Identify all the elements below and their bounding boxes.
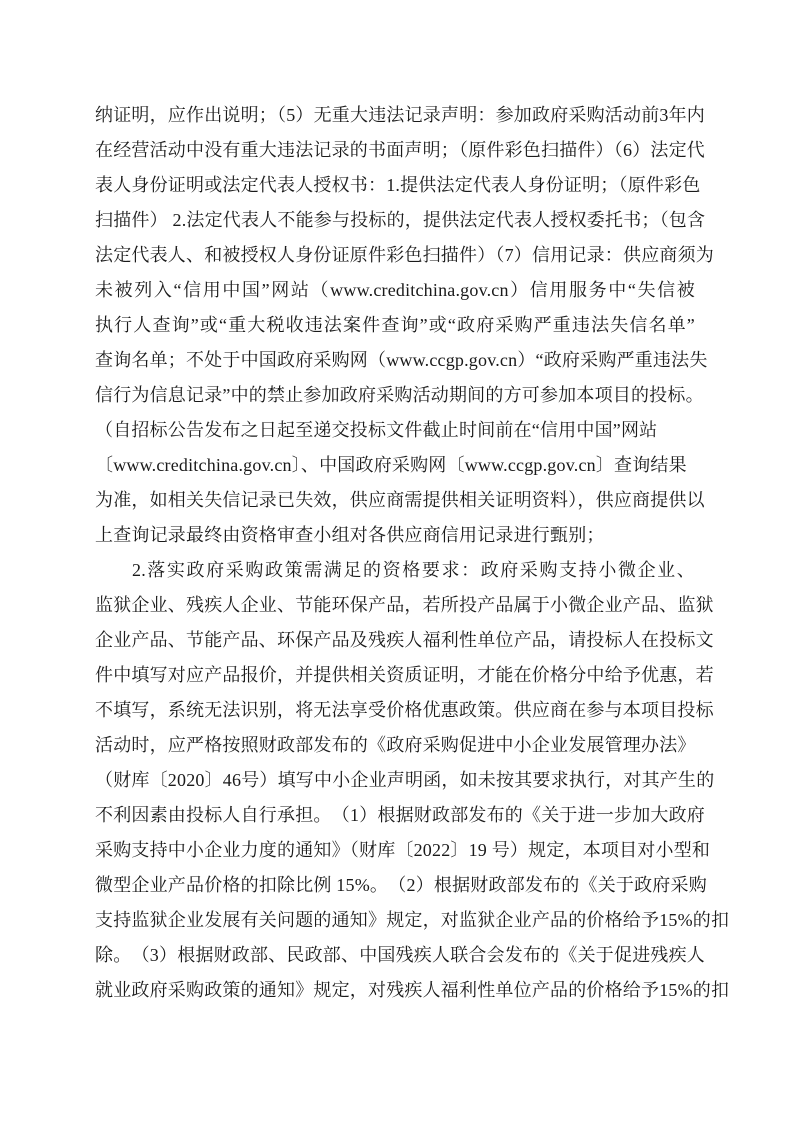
text-line: 〔www.creditchina.gov.cn〕、中国政府采购网〔www.ccgp.gov.cn〕查询结果 — [95, 455, 687, 475]
text-line: 采购支持中小企业力度的通知》（财库〔2022〕19 号）规定，本项目对小型和 — [95, 840, 711, 860]
document-text-block — [95, 98, 730, 1008]
text-line: 在经营活动中没有重大违法记录的书面声明；（原件彩色扫描件）（6）法定代 — [95, 140, 705, 160]
text-line: （财库〔2020〕46号）填写中小企业声明函，如未按其要求执行，对其产生的 — [95, 770, 715, 790]
text-line: 2.落实政府采购政策需满足的资格要求：政府采购支持小微企业、 — [132, 560, 695, 580]
text-line: 监狱企业、残疾人企业、节能环保产品，若所投产品属于小微企业产品、监狱 — [95, 595, 714, 615]
text-line: 扫描件） 2.法定代表人不能参与投标的，提供法定代表人授权委托书；（包含 — [95, 210, 706, 230]
text-line: 上查询记录最终由资格审查小组对各供应商信用记录进行甄别； — [95, 525, 605, 545]
text-line: 信行为信息记录”中的禁止参加政府采购活动期间的方可参加本项目的投标。 — [95, 385, 704, 405]
text-line: 除。 （3）根据财政部、民政部、中国残疾人联合会发布的《关于促进残疾人 — [95, 945, 705, 965]
text-line: 未被列入“信用中国”网站（www.creditchina.gov.cn）信用服务中“失信被 — [95, 280, 695, 300]
text-line: 企业产品、节能产品、环保产品及残疾人福利性单位产品，请投标人在投标文 — [95, 630, 714, 650]
paragraph-credit-records — [95, 98, 714, 553]
text-line: 为准，如相关失信记录已失效，供应商需提供相关证明资料），供应商提供以 — [95, 490, 705, 510]
text-line: 支持监狱企业发展有关问题的通知》规定，对监狱企业产品的价格给予15%的扣 — [95, 910, 730, 930]
text-line: 微型企业产品价格的扣除比例 15%。 （2）根据财政部发布的《关于政府采购 — [95, 875, 707, 895]
paragraph-procurement-policy — [95, 553, 730, 1008]
text-line: （自招标公告发布之日起至递交投标文件截止时间前在“信用中国”网站 — [95, 420, 658, 440]
text-line: 活动时，应严格按照财政部发布的《政府采购促进中小企业发展管理办法》 — [95, 735, 696, 755]
text-line: 不利因素由投标人自行承担。 （1）根据财政部发布的《关于进一步加大政府 — [95, 805, 705, 825]
text-line: 执行人查询”或“重大税收违法案件查询”或“政府采购严重违法失信名单” — [95, 315, 695, 335]
text-line: 件中填写对应产品报价，并提供相关资质证明，才能在价格分中给予优惠，若 — [95, 665, 714, 685]
text-line: 表人身份证明或法定代表人授权书：1.提供法定代表人身份证明；（原件彩色 — [95, 175, 701, 195]
text-line: 法定代表人、和被授权人身份证原件彩色扫描件）（7）信用记录：供应商须为 — [95, 245, 714, 265]
text-line: 查询名单；不处于中国政府采购网（www.ccgp.gov.cn）“政府采购严重违法失 — [95, 350, 708, 370]
text-line: 就业政府采购政策的通知》规定，对残疾人福利性单位产品的价格给予15%的扣 — [95, 980, 730, 1000]
text-line: 纳证明，应作出说明；（5）无重大违法记录声明：参加政府采购活动前3年内 — [95, 105, 705, 125]
text-line: 不填写，系统无法识别，将无法享受价格优惠政策。供应商在参与本项目投标 — [95, 700, 714, 720]
